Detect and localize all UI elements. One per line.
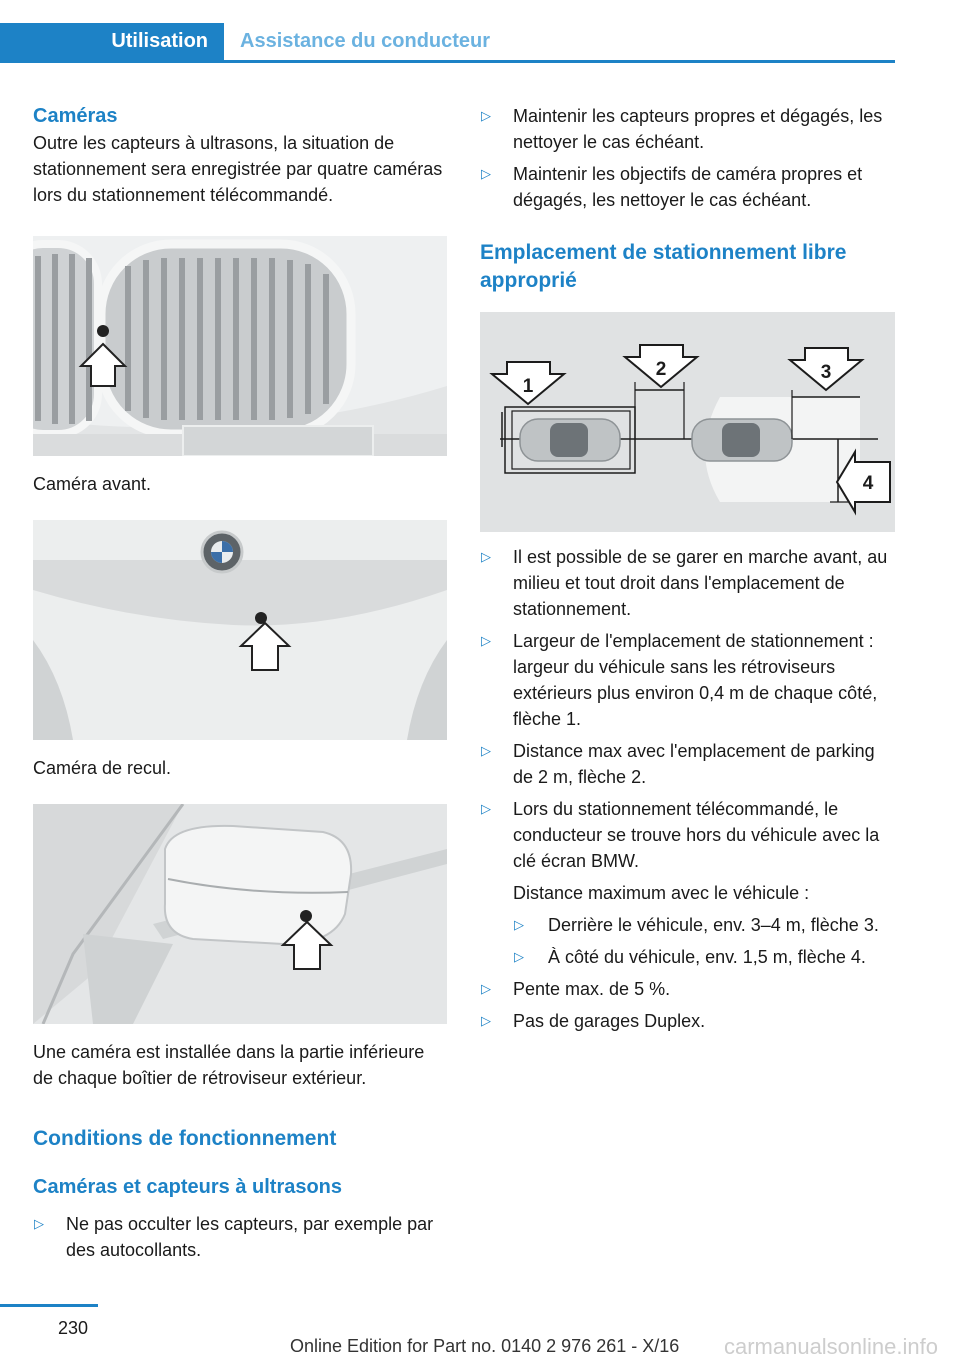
caption-rear-camera: Caméra de recul. <box>33 758 172 778</box>
list-item: ▷ Maintenir les capteurs propres et dégagés, les nettoyer le cas échéant. <box>480 103 895 155</box>
parking-diagram-svg <box>480 312 895 532</box>
list-item: ▷ À côté du véhicule, env. 1,5 m, flèche 4. <box>513 944 895 970</box>
left-column <box>33 103 447 1263</box>
header-rule <box>0 60 895 63</box>
rear-camera-illustration <box>33 520 447 740</box>
diagram-label-2: 2 <box>655 359 667 380</box>
diagram-label-3: 3 <box>820 362 832 383</box>
cameras-intro: Outre les capteurs à ultrasons, la situation de stationnement sera enregistrée par quatre caméras lors du stationnement télécommandé. <box>33 133 443 205</box>
footer-rule <box>0 1304 98 1307</box>
page-header <box>0 23 895 63</box>
page-number: 230 <box>58 1318 89 1338</box>
front-grille-illustration <box>33 236 447 456</box>
edition-text: Online Edition for Part no. 0140 2 976 261 - X/16 <box>290 1336 680 1356</box>
front-camera-photo <box>33 236 447 456</box>
bullet-triangle-icon: ▷ <box>481 166 491 181</box>
parking-bullet-list <box>480 544 895 1034</box>
bullet-triangle-icon: ▷ <box>481 633 491 648</box>
diagram-label-1: 1 <box>522 376 534 397</box>
list-item: ▷ Pas de garages Duplex. <box>480 1008 895 1034</box>
bullet-triangle-icon: ▷ <box>481 801 491 816</box>
list-item: ▷ Derrière le véhicule, env. 3–4 m, flèche 3. <box>513 912 895 938</box>
list-item: ▷ Maintenir les objectifs de caméra propres et dégagés, les nettoyer le cas échéant. <box>480 161 895 213</box>
parking-space-heading: Emplacement de stationnement libre approprié <box>480 241 847 292</box>
distance-intro: Distance maximum avec le véhicule : <box>513 883 810 903</box>
bullet-triangle-icon: ▷ <box>514 917 524 932</box>
list-item: ▷ Distance max avec l'emplacement de parking de 2 m, flèche 2. <box>480 738 895 790</box>
bullet-triangle-icon: ▷ <box>481 981 491 996</box>
list-item: ▷ Largeur de l'emplacement de stationnement : largeur du véhicule sans les rétroviseurs extérieurs plus environ 0,4 m de chaque côté, flèche 1. <box>480 628 895 732</box>
bullet-triangle-icon: ▷ <box>481 108 491 123</box>
right-column <box>480 103 895 1034</box>
mirror-camera-photo <box>33 804 447 1024</box>
parking-space-diagram <box>480 312 895 532</box>
bullet-triangle-icon: ▷ <box>514 949 524 964</box>
bullet-triangle-icon: ▷ <box>481 1013 491 1028</box>
rear-camera-photo <box>33 520 447 740</box>
list-item: ▷ Pente max. de 5 %. <box>480 976 895 1002</box>
section-tab-utilisation[interactable]: Utilisation <box>0 23 224 60</box>
caption-front-camera: Caméra avant. <box>33 474 152 494</box>
caption-mirror-camera: Une caméra est installée dans la partie inférieure de chaque boîtier de rétroviseur extérieur. <box>33 1042 425 1088</box>
conditions-heading: Conditions de fonctionnement <box>33 1127 337 1150</box>
bullet-triangle-icon: ▷ <box>481 549 491 564</box>
diagram-label-4: 4 <box>862 473 874 494</box>
cameras-heading: Caméras <box>33 105 118 127</box>
maintenance-bullet-list <box>480 103 895 213</box>
watermark: carmanualsonline.info <box>723 1334 938 1359</box>
list-item: ▷ Lors du stationnement télécommandé, le conducteur se trouve hors du véhicule avec la clé écran BMW. Distance maximum avec le véhicule : ▷ Derrière le véhicule, env. 3–4 m, flèche 3. ▷ À côté du véhicule, env. 1,5 m, flèche 4. <box>480 796 895 970</box>
list-item: ▷ Il est possible de se garer en marche avant, au milieu et tout droit dans l'emplacement de stationnement. <box>480 544 895 622</box>
section-tab-assistance[interactable]: Assistance du conducteur <box>240 30 491 52</box>
list-item: ▷ Ne pas occulter les capteurs, par exemple par des autocollants. <box>33 1211 447 1263</box>
sensors-heading: Caméras et capteurs à ultrasons <box>33 1176 343 1198</box>
bullet-triangle-icon: ▷ <box>34 1216 44 1231</box>
mirror-camera-illustration <box>33 804 447 1024</box>
bullet-triangle-icon: ▷ <box>481 743 491 758</box>
distance-sub-list <box>513 912 895 970</box>
sensors-bullet-list <box>33 1211 447 1263</box>
